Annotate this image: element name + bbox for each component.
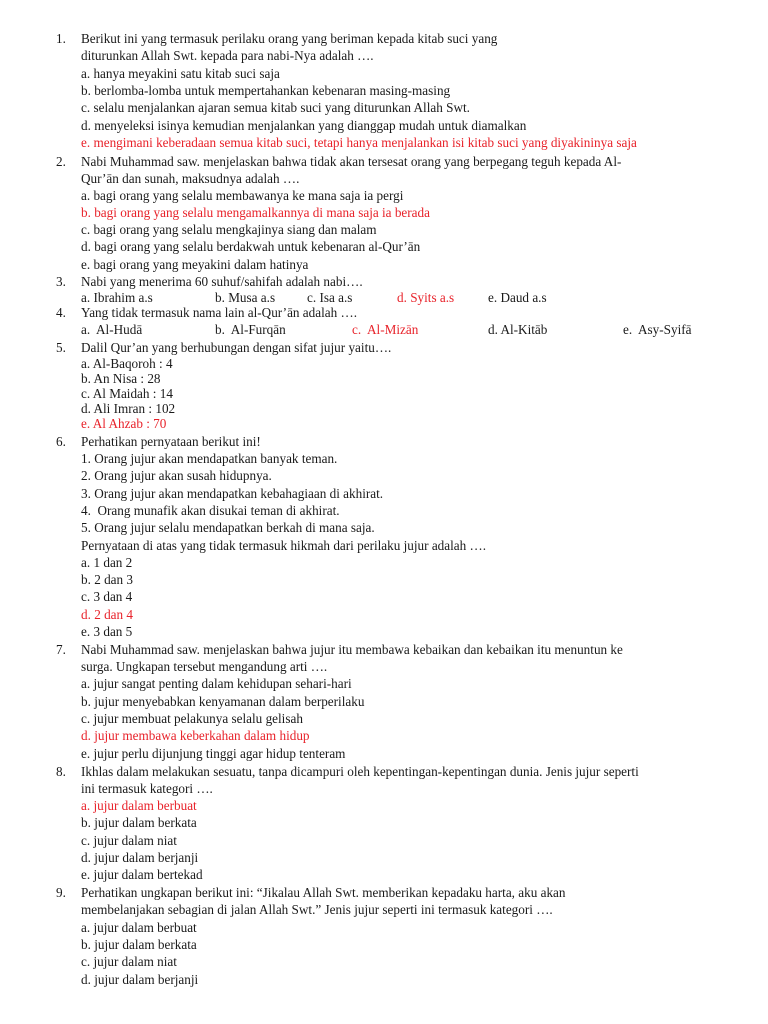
option-text: 2 dan 3 bbox=[94, 572, 134, 587]
option-letter: b. bbox=[215, 290, 225, 305]
question-6-follow-up: Pernyataan di atas yang tidak termasuk hikmah dari perilaku jujur adalah …. bbox=[81, 538, 487, 553]
option-letter: d. bbox=[81, 401, 91, 416]
question-7-option-c bbox=[81, 710, 303, 727]
option-letter: b. bbox=[81, 937, 91, 952]
question-7-option-a bbox=[81, 675, 352, 692]
option-text: jujur dalam berjanji bbox=[94, 972, 199, 987]
option-letter: b. bbox=[81, 371, 91, 386]
question-8-stem-line: ini termasuk kategori …. bbox=[81, 781, 213, 796]
option-text: jujur dalam berbuat bbox=[93, 798, 197, 813]
option-text: menyeleksi isinya kemudian menjalankan yang dianggap mudah untuk diamalkan bbox=[94, 118, 527, 133]
option-text: bagi orang yang selalu mengamalkannya di mana saja ia berada bbox=[94, 205, 430, 220]
question-2-stem-line: Nabi Muhammad saw. menjelaskan bahwa tidak akan tersesat orang yang berpegang teguh kepada Al- bbox=[81, 154, 622, 169]
option-letter: d. bbox=[81, 728, 91, 743]
option-letter: e. bbox=[488, 290, 498, 305]
option-text: jujur sangat penting dalam kehidupan sehari-hari bbox=[93, 676, 352, 691]
option-letter: d. bbox=[488, 322, 498, 337]
question-5-number: 5. bbox=[56, 340, 66, 355]
option-letter: a. bbox=[81, 676, 91, 691]
option-text: Asy-Syifā bbox=[638, 322, 692, 337]
statement-text: Orang jujur akan susah hidupnya. bbox=[94, 468, 272, 483]
option-letter: a. bbox=[81, 322, 91, 337]
option-letter: d. bbox=[81, 607, 91, 622]
question-9-option-c bbox=[81, 953, 177, 970]
question-7-option-e bbox=[81, 745, 345, 762]
question-6-statement-3 bbox=[81, 485, 383, 502]
question-6-statement-4 bbox=[81, 502, 340, 519]
statement-text: Orang jujur akan mendapatkan banyak teman. bbox=[94, 451, 338, 466]
question-2-option-d bbox=[81, 238, 420, 255]
option-text: bagi orang yang meyakini dalam hatinya bbox=[93, 257, 309, 272]
question-2-number: 2. bbox=[56, 154, 66, 169]
question-7-option-b bbox=[81, 693, 364, 710]
option-letter: b. bbox=[215, 322, 225, 337]
option-text: jujur dalam berkata bbox=[94, 937, 197, 952]
option-text: Al-Mizān bbox=[367, 322, 419, 337]
option-text: Al-Furqān bbox=[230, 322, 286, 337]
option-letter: b. bbox=[81, 205, 91, 220]
question-5-option-e-correct bbox=[81, 415, 166, 432]
option-text: 2 dan 4 bbox=[94, 607, 134, 622]
option-text: jujur dalam bertekad bbox=[93, 867, 203, 882]
option-text: selalu menjalankan ajaran semua kitab suci yang diturunkan Allah Swt. bbox=[93, 100, 470, 115]
option-letter: c. bbox=[81, 954, 91, 969]
question-6-statement-1 bbox=[81, 450, 337, 467]
question-7-number: 7. bbox=[56, 642, 66, 657]
question-6-statement-2 bbox=[81, 467, 272, 484]
question-4-option-e bbox=[623, 321, 692, 338]
option-text: jujur dalam berbuat bbox=[93, 920, 197, 935]
option-letter: a. bbox=[81, 66, 91, 81]
option-letter: c. bbox=[81, 386, 91, 401]
option-letter: b. bbox=[81, 815, 91, 830]
question-3-option-e bbox=[488, 289, 547, 306]
option-letter: d. bbox=[397, 290, 407, 305]
option-text: jujur dalam berjanji bbox=[94, 850, 199, 865]
question-9-stem-line: membelanjakan sebagian di jalan Allah Swt.” Jenis jujur seperti ini termasuk kategori …. bbox=[81, 902, 553, 917]
option-text: Daud a.s bbox=[500, 290, 547, 305]
question-1-stem-line: diturunkan Allah Swt. kepada para nabi-Nya adalah …. bbox=[81, 48, 374, 63]
question-4-option-c-correct bbox=[352, 321, 418, 338]
statement-text: Orang munafik akan disukai teman di akhirat. bbox=[97, 503, 340, 518]
question-3-number: 3. bbox=[56, 274, 66, 289]
question-9-option-b bbox=[81, 936, 197, 953]
question-4-number: 4. bbox=[56, 305, 66, 320]
question-1-option-a bbox=[81, 65, 280, 82]
option-letter: c. bbox=[81, 100, 91, 115]
option-text: 1 dan 2 bbox=[93, 555, 133, 570]
option-text: Al-Kitāb bbox=[500, 322, 548, 337]
option-letter: a. bbox=[81, 290, 91, 305]
statement-text: Orang jujur akan mendapatkan kebahagiaan di akhirat. bbox=[94, 486, 384, 501]
option-letter: d. bbox=[81, 239, 91, 254]
statement-number: 5. bbox=[81, 520, 91, 535]
question-6-statement-5 bbox=[81, 519, 375, 536]
question-6-option-e bbox=[81, 623, 132, 640]
statement-number: 1. bbox=[81, 451, 91, 466]
option-letter: c. bbox=[81, 711, 91, 726]
option-text: Musa a.s bbox=[228, 290, 276, 305]
option-letter: a. bbox=[81, 188, 91, 203]
option-text: Syits a.s bbox=[410, 290, 455, 305]
option-text: hanya meyakini satu kitab suci saja bbox=[93, 66, 280, 81]
option-text: jujur dalam berkata bbox=[94, 815, 197, 830]
statement-text: Orang jujur selalu mendapatkan berkah di mana saja. bbox=[94, 520, 375, 535]
question-7-stem-line: surga. Ungkapan tersebut mengandung arti …. bbox=[81, 659, 328, 674]
option-text: bagi orang yang selalu mengkajinya siang dan malam bbox=[93, 222, 377, 237]
option-text: jujur dalam niat bbox=[93, 954, 177, 969]
question-6-option-b bbox=[81, 571, 133, 588]
option-letter: c. bbox=[81, 589, 91, 604]
option-text: 3 dan 5 bbox=[93, 624, 133, 639]
option-letter: c. bbox=[352, 322, 362, 337]
option-text: mengimani keberadaan semua kitab suci, tetapi hanya menjalankan isi kitab suci yang diyakininya saja bbox=[93, 135, 637, 150]
question-9-stem-line: Perhatikan ungkapan berikut ini: “Jikalau Allah Swt. memberikan kepadaku harta, aku akan bbox=[81, 885, 566, 900]
question-8-option-a-correct bbox=[81, 797, 197, 814]
question-6-option-a bbox=[81, 554, 132, 571]
option-text: jujur membawa keberkahan dalam hidup bbox=[94, 728, 310, 743]
question-8-number: 8. bbox=[56, 764, 66, 779]
option-letter: a. bbox=[81, 798, 91, 813]
option-letter: e. bbox=[623, 322, 633, 337]
statement-number: 2. bbox=[81, 468, 91, 483]
option-letter: b. bbox=[81, 694, 91, 709]
option-letter: e. bbox=[81, 624, 91, 639]
option-letter: a. bbox=[81, 920, 91, 935]
option-letter: a. bbox=[81, 555, 91, 570]
option-letter: a. bbox=[81, 356, 91, 371]
question-1-option-c bbox=[81, 99, 470, 116]
option-letter: e. bbox=[81, 867, 91, 882]
option-letter: d. bbox=[81, 118, 91, 133]
question-8-option-e bbox=[81, 866, 203, 883]
statement-number: 3. bbox=[81, 486, 91, 501]
question-1-option-e-correct bbox=[81, 134, 637, 151]
option-text: jujur menyebabkan kenyamanan dalam berperilaku bbox=[94, 694, 365, 709]
question-2-option-c bbox=[81, 221, 377, 238]
question-6-number: 6. bbox=[56, 434, 66, 449]
question-3-option-d-correct bbox=[397, 289, 454, 306]
option-letter: e. bbox=[81, 257, 91, 272]
question-9-option-d bbox=[81, 971, 198, 988]
option-letter: b. bbox=[81, 572, 91, 587]
option-letter: b. bbox=[81, 83, 91, 98]
option-text: berlomba-lomba untuk mempertahankan kebenaran masing-masing bbox=[94, 83, 451, 98]
option-letter: c. bbox=[307, 290, 317, 305]
option-text: 3 dan 4 bbox=[93, 589, 133, 604]
option-text: Isa a.s bbox=[319, 290, 353, 305]
option-text: Al Ahzab : 70 bbox=[92, 416, 167, 431]
question-1-number: 1. bbox=[56, 31, 66, 46]
option-text: An Nisa : 28 bbox=[93, 371, 161, 386]
question-6-stem-line: Perhatikan pernyataan berikut ini! bbox=[81, 434, 261, 449]
option-text: bagi orang yang selalu berdakwah untuk kebenaran al-Qur’ān bbox=[94, 239, 421, 254]
question-4-option-b bbox=[215, 321, 286, 338]
question-8-stem-line: Ikhlas dalam melakukan sesuatu, tanpa dicampuri oleh kepentingan-kepentingan dunia. Jenis jujur seperti bbox=[81, 764, 639, 779]
option-letter: e. bbox=[81, 135, 91, 150]
option-letter: e. bbox=[81, 746, 91, 761]
question-8-option-d bbox=[81, 849, 198, 866]
question-9-option-a bbox=[81, 919, 197, 936]
question-2-stem-line: Qur’ān dan sunah, maksudnya adalah …. bbox=[81, 171, 300, 186]
question-1-stem-line: Berikut ini yang termasuk perilaku orang yang beriman kepada kitab suci yang bbox=[81, 31, 498, 46]
option-letter: d. bbox=[81, 850, 91, 865]
question-4-option-a bbox=[81, 321, 142, 338]
option-text: Ali Imran : 102 bbox=[93, 401, 176, 416]
question-8-option-b bbox=[81, 814, 197, 831]
option-text: jujur dalam niat bbox=[93, 833, 177, 848]
option-text: bagi orang yang selalu membawanya ke mana saja ia pergi bbox=[93, 188, 404, 203]
question-6-option-d-correct bbox=[81, 606, 133, 623]
option-text: Al-Baqoroh : 4 bbox=[92, 356, 173, 371]
option-text: Al Maidah : 14 bbox=[92, 386, 173, 401]
question-2-option-e bbox=[81, 256, 308, 273]
question-2-option-b-correct bbox=[81, 204, 430, 221]
option-text: Al-Hudā bbox=[96, 322, 143, 337]
option-text: Ibrahim a.s bbox=[93, 290, 153, 305]
statement-number: 4. bbox=[81, 503, 91, 518]
question-4-option-d bbox=[488, 321, 547, 338]
question-2-option-a bbox=[81, 187, 403, 204]
question-6-option-c bbox=[81, 588, 132, 605]
option-text: jujur perlu dijunjung tinggi agar hidup tenteram bbox=[93, 746, 346, 761]
question-5-stem-line: Dalil Qur’an yang berhubungan dengan sifat jujur yaitu…. bbox=[81, 340, 392, 355]
option-text: jujur membuat pelakunya selalu gelisah bbox=[93, 711, 303, 726]
question-8-option-c bbox=[81, 832, 177, 849]
option-letter: d. bbox=[81, 972, 91, 987]
question-9-number: 9. bbox=[56, 885, 66, 900]
question-1-option-d bbox=[81, 117, 526, 134]
question-4-stem-line: Yang tidak termasuk nama lain al-Qur’ān adalah …. bbox=[81, 305, 358, 320]
option-letter: e. bbox=[81, 416, 91, 431]
question-3-stem-line: Nabi yang menerima 60 suhuf/sahifah adalah nabi…. bbox=[81, 274, 363, 289]
option-letter: c. bbox=[81, 833, 91, 848]
option-letter: c. bbox=[81, 222, 91, 237]
question-7-option-d-correct bbox=[81, 727, 310, 744]
question-1-option-b bbox=[81, 82, 450, 99]
question-7-stem-line: Nabi Muhammad saw. menjelaskan bahwa jujur itu membawa kebaikan dan kebaikan itu menuntun ke bbox=[81, 642, 623, 657]
